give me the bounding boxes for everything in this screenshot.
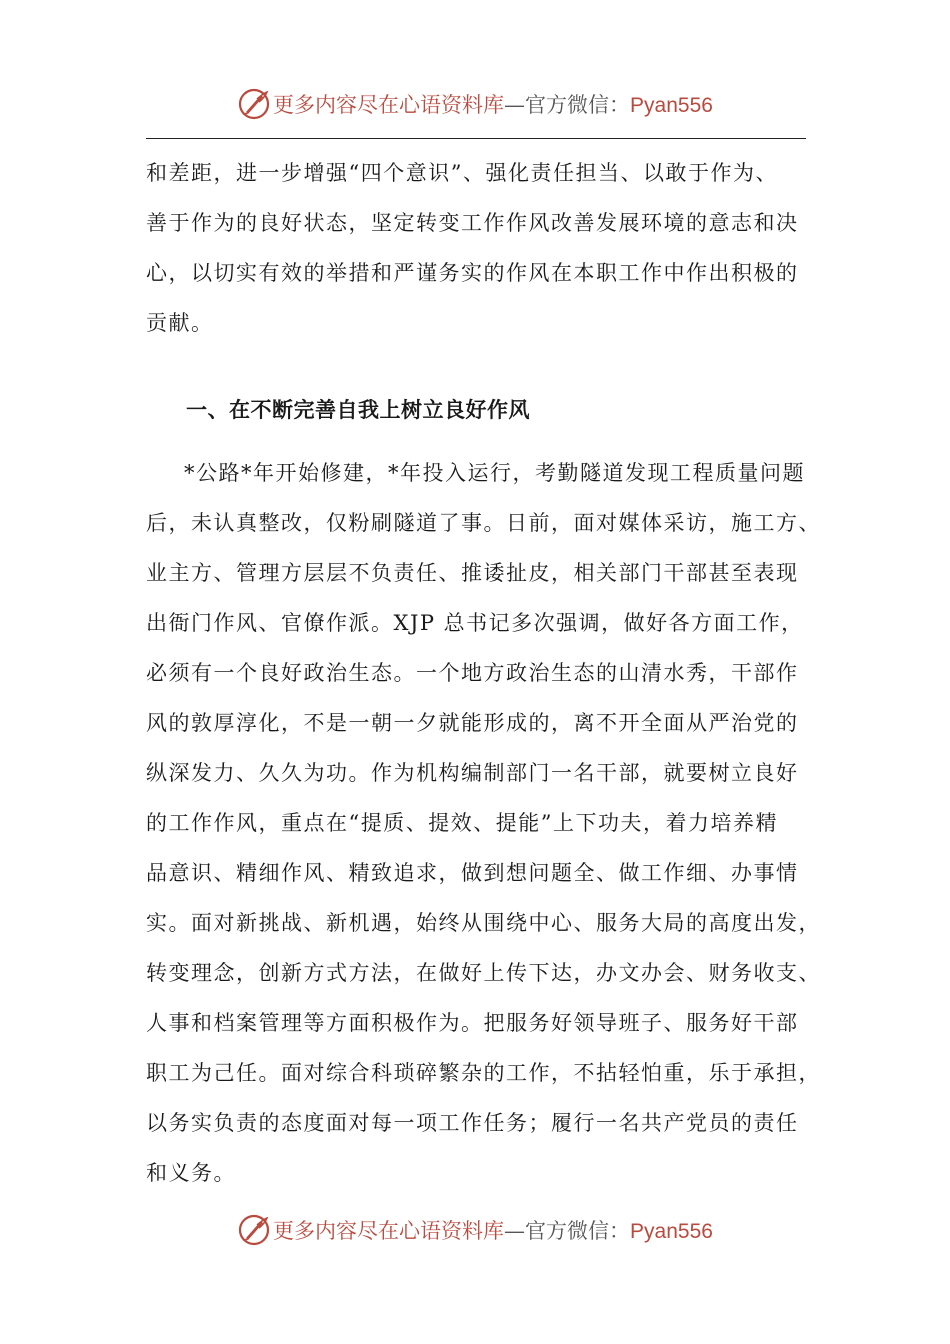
- paragraph-line: 实。面对新挑战、新机遇，始终从围绕中心、服务大局的高度出发，: [146, 911, 821, 935]
- paragraph-line: 以务实负责的态度面对每一项工作任务；履行一名共产党员的责任: [146, 1111, 799, 1135]
- header-banner-text: [273, 89, 713, 119]
- spacer: [146, 348, 804, 385]
- paragraph-line: 出衙门作风、官僚作派。XJP 总书记多次强调，做好各方面工作，: [146, 611, 804, 635]
- paragraph-line: 转变理念，创新方式方法，在做好上传下达，办文办会、财务收支、: [146, 961, 821, 985]
- paragraph-line: 品意识、精细作风、精致追求，做到想问题全、做工作细、办事情: [146, 861, 799, 885]
- header-banner-label: 官方微信：: [525, 93, 631, 117]
- section-heading: 一、在不断完善自我上树立良好作风: [186, 398, 530, 422]
- paragraph-line: 善于作为的良好状态，坚定转变工作作风改善发展环境的意志和决: [146, 211, 799, 235]
- footer-banner-dash: —: [504, 1219, 526, 1243]
- paragraph-line: 和义务。: [146, 1161, 236, 1185]
- spacer: [146, 435, 804, 448]
- paragraph-line: *公路*年开始修建，*年投入运行，考勤隧道发现工程质量问题: [184, 461, 805, 485]
- paragraph-line: 风的敦厚淳化，不是一朝一夕就能形成的，离不开全面从严治党的: [146, 711, 799, 735]
- paragraph-line: 业主方、管理方层层不负责任、推诿扯皮，相关部门干部甚至表现: [146, 561, 799, 585]
- paragraph-2: [146, 448, 821, 1198]
- header-divider: [146, 138, 806, 139]
- paragraph-line: 人事和档案管理等方面积极作为。把服务好领导班子、服务好干部: [146, 1011, 799, 1035]
- footer-banner: [0, 1208, 950, 1252]
- header-banner-dash: —: [504, 93, 526, 117]
- document-body: [146, 148, 821, 1198]
- paragraph-1: [146, 148, 804, 348]
- footer-banner-label: 官方微信：: [525, 1219, 631, 1243]
- quill-pen-logo-icon: [237, 87, 271, 121]
- paragraph-line: 贡献。: [146, 311, 214, 335]
- paragraph-line: 职工为己任。面对综合科琐碎繁杂的工作，不拈轻怕重，乐于承担，: [146, 1061, 821, 1085]
- header-banner-id: Pyan556: [630, 94, 713, 117]
- paragraph-line: 必须有一个良好政治生态。一个地方政治生态的山清水秀，干部作: [146, 661, 799, 685]
- footer-banner-id: Pyan556: [630, 1220, 713, 1243]
- paragraph-line: 后，未认真整改，仅粉刷隧道了事。日前，面对媒体采访，施工方、: [146, 511, 821, 535]
- paragraph-line: 和差距，进一步增强“四个意识”、强化责任担当、以敢于作为、: [146, 161, 778, 185]
- paragraph-line: 纵深发力、久久为功。作为机构编制部门一名干部，就要树立良好: [146, 761, 799, 785]
- quill-pen-logo-icon: [237, 1213, 271, 1247]
- header-banner: [0, 82, 950, 126]
- footer-banner-text: [273, 1215, 713, 1245]
- header-banner-main: 更多内容尽在心语资料库: [273, 93, 505, 117]
- paragraph-line: 心，以切实有效的举措和严谨务实的作风在本职工作中作出积极的: [146, 261, 799, 285]
- footer-banner-main: 更多内容尽在心语资料库: [273, 1219, 505, 1243]
- paragraph-line: 的工作作风，重点在“提质、提效、提能”上下功夫，着力培养精: [146, 811, 778, 835]
